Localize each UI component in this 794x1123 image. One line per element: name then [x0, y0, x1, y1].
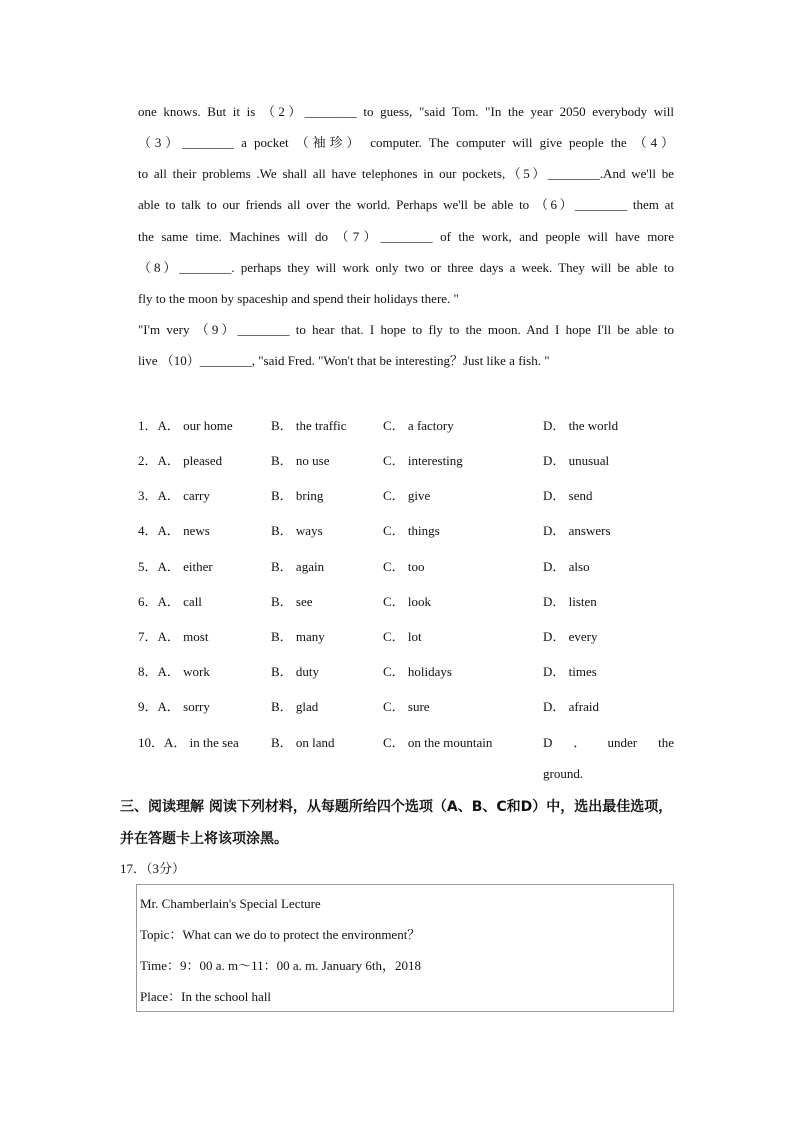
- option-d: D． also: [543, 559, 590, 574]
- option-row: [138, 592, 678, 612]
- option-d: D． every: [543, 629, 598, 644]
- option-a: 6．A． call: [138, 594, 202, 609]
- option-b: B． on land: [271, 735, 335, 750]
- option-d: D． the world: [543, 418, 619, 433]
- section-heading: 三、阅读理解 阅读下列材料，从每题所给四个选项（A、B、C和D）中，选出最佳选项，: [120, 799, 673, 815]
- notice-time: Time：9：00 a. m～11：00 a. m. January 6th，2018: [140, 958, 422, 973]
- passage-line: fly to the moon by spaceship and spend their holidays there. ": [138, 291, 459, 306]
- option-d: D． listen: [543, 594, 597, 609]
- option-d-continuation: ground.: [543, 766, 584, 781]
- option-row: [138, 486, 678, 506]
- option-row: [138, 521, 678, 541]
- option-b: B． bring: [271, 488, 324, 503]
- option-row: [138, 662, 678, 682]
- passage-line: to all their problems .We shall all have telephones in our pockets,（5）________.And we'll be: [138, 166, 674, 181]
- option-a: 1．A． our home: [138, 418, 233, 433]
- option-d: D． answers: [543, 523, 611, 538]
- option-d: D． send: [543, 488, 593, 503]
- option-c: C． holidays: [383, 664, 452, 679]
- option-row: [138, 733, 678, 753]
- option-row: [138, 416, 678, 436]
- option-d: D ． under the: [543, 735, 674, 750]
- option-row: [138, 557, 678, 577]
- option-a: 5．A． either: [138, 559, 213, 574]
- option-a: 7．A． most: [138, 629, 209, 644]
- passage-line: one knows. But it is （2）________ to guess, "said Tom. "In the year 2050 everybody will: [138, 104, 674, 119]
- notice-title: Mr. Chamberlain's Special Lecture: [140, 896, 321, 911]
- passage-line: （3）________ a pocket （袖珍） computer. The computer will give people the （4）: [138, 135, 674, 150]
- option-c: C． too: [383, 559, 425, 574]
- passage-line: "I'm very （9）________ to hear that. I hope to fly to the moon. And I hope I'll be able to: [138, 322, 674, 337]
- option-b: B． glad: [271, 699, 319, 714]
- question-number: 17．（3分）: [120, 861, 186, 876]
- option-b: B． no use: [271, 453, 330, 468]
- option-d: D． unusual: [543, 453, 610, 468]
- option-row: [138, 451, 678, 471]
- option-a: 9．A． sorry: [138, 699, 210, 714]
- option-d: D． times: [543, 664, 597, 679]
- option-b: B． duty: [271, 664, 320, 679]
- option-c: C． things: [383, 523, 440, 538]
- option-d: D． afraid: [543, 699, 599, 714]
- option-b: B． ways: [271, 523, 323, 538]
- option-c: C． on the mountain: [383, 735, 493, 750]
- option-row-continuation: [138, 764, 678, 784]
- option-b: B． many: [271, 629, 325, 644]
- lecture-notice-box: [136, 884, 674, 1012]
- option-b: B． again: [271, 559, 325, 574]
- option-c: C． give: [383, 488, 431, 503]
- notice-place: Place：In the school hall: [140, 989, 272, 1004]
- passage-line: the same time. Machines will do （7）________ of the work, and people will have more: [138, 229, 674, 244]
- option-a: 2．A． pleased: [138, 453, 223, 468]
- notice-topic: Topic：What can we do to protect the environment？: [140, 927, 421, 942]
- passage-line: able to talk to our friends all over the world. Perhaps we'll be able to （6）________ them at: [138, 197, 674, 212]
- option-a: 10．A． in the sea: [138, 735, 239, 750]
- option-b: B． the traffic: [271, 418, 347, 433]
- option-c: C． lot: [383, 629, 422, 644]
- option-a: 8．A． work: [138, 664, 210, 679]
- option-row: [138, 627, 678, 647]
- option-c: C． sure: [383, 699, 430, 714]
- option-a: 4．A． news: [138, 523, 210, 538]
- option-b: B． see: [271, 594, 313, 609]
- section-heading-cont: 并在答题卡上将该项涂黑。: [120, 831, 288, 847]
- option-c: C． look: [383, 594, 432, 609]
- option-c: C． a factory: [383, 418, 454, 433]
- option-row: [138, 697, 678, 717]
- option-a: 3．A． carry: [138, 488, 210, 503]
- passage-line: （8）________. perhaps they will work only two or three days a week. They will be able to: [138, 260, 674, 275]
- passage-line: live （10）________, "said Fred. "Won't that be interesting？Just like a fish. ": [138, 353, 550, 368]
- option-c: C． interesting: [383, 453, 463, 468]
